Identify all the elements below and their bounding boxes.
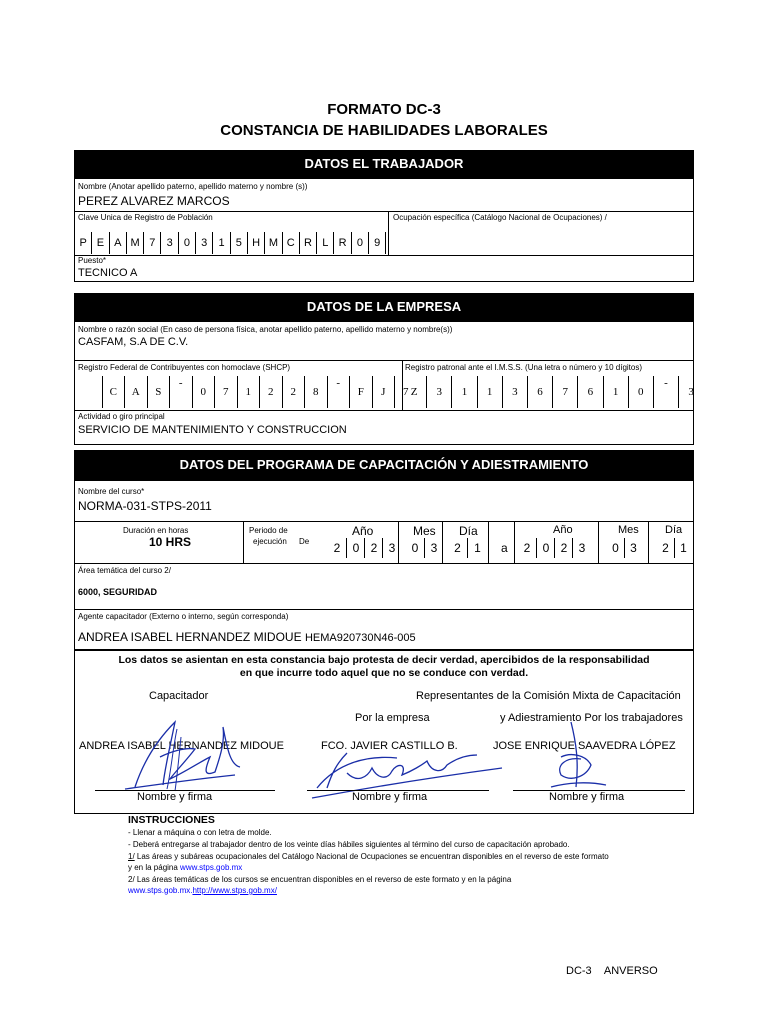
from-dia-digit: 1: [467, 538, 487, 558]
rfc-char-cell: 0: [192, 376, 215, 408]
rfc-char-cell: -: [327, 376, 350, 408]
imss-char-cell: -: [653, 376, 678, 408]
puesto-label: Puesto*: [78, 256, 107, 265]
to-dia-digit: 1: [674, 538, 692, 558]
agente-value: [78, 630, 416, 644]
from-mes-label: Mes: [413, 524, 436, 538]
instruccion-2: - Deberá entregarse al trabajador dentro de los veinte días hábiles siguientes al término del curso de capacitación aprobado.: [128, 840, 570, 849]
curp-cells: [75, 232, 386, 254]
to-anio-digit: 3: [572, 538, 591, 558]
curp-char-cell: C: [283, 232, 300, 254]
a-label: a: [501, 541, 508, 555]
curp-char-cell: 3: [196, 232, 213, 254]
nombre-value: PEREZ ALVAREZ MARCOS: [78, 194, 230, 208]
imss-char-cell: 0: [628, 376, 653, 408]
format-title: FORMATO DC-3: [327, 101, 441, 118]
curp-char-cell: A: [110, 232, 127, 254]
imss-field[interactable]: [402, 360, 693, 410]
instrucciones-section: [128, 814, 688, 896]
capacitador-signature: [115, 717, 245, 797]
trabajadores-nombre-firma: Nombre y firma: [549, 791, 625, 803]
imss-label: Registro patronal ante el I.M.S.S. (Una letra o número y 10 dígitos): [405, 363, 643, 372]
curp-field[interactable]: [75, 211, 389, 255]
from-dia-label: Día: [459, 524, 478, 538]
actividad-field[interactable]: [75, 410, 693, 444]
instruccion-3: [128, 851, 688, 862]
section-trabajador-header: DATOS EL TRABAJADOR: [74, 150, 694, 178]
periodo-label-2: ejecución: [253, 537, 287, 546]
nombre-label: Nombre (Anotar apellido paterno, apellido materno y nombre (s)): [78, 182, 308, 191]
imss-char-cell: 3: [426, 376, 451, 408]
rfc-char-cell: J: [372, 376, 395, 408]
empresa-section: [74, 321, 694, 445]
from-mes-digit: 0: [411, 541, 419, 555]
instruccion-4-text: Las áreas temáticas de los cursos se encuentran disponibles en el reverso de este formato y en la página: [134, 875, 512, 884]
instruccion-4b: [128, 885, 688, 896]
curp-char-cell: 9: [369, 232, 386, 254]
imss-char-cell: 3: [678, 376, 703, 408]
to-mes-digit: 3: [624, 538, 642, 558]
curp-label: Clave Unica de Registro de Población: [78, 213, 213, 222]
stps-link-3[interactable]: http://www.stps.gob.mx/: [192, 886, 277, 895]
protesta-text: [75, 654, 693, 680]
razon-label: Nombre o razón social (En caso de persona física, anotar apellido paterno, apellido materno y nombre(s)): [78, 325, 453, 334]
curp-char-cell: H: [248, 232, 265, 254]
date-separator: [442, 521, 443, 563]
rfc-char-cell: 8: [304, 376, 327, 408]
curp-char-cell: 0: [352, 232, 369, 254]
de-label: De: [299, 537, 310, 546]
curp-char-cell: E: [92, 232, 109, 254]
agente-label: Agente capacitador (Externo o interno, según corresponda): [78, 612, 289, 621]
footer-code: [566, 965, 658, 977]
to-anio-label: Año: [553, 524, 573, 536]
empresa-nombre-firma: Nombre y firma: [352, 791, 428, 803]
rfc-imss-row: [75, 360, 693, 411]
date-separator: [398, 521, 399, 563]
capacitador-nombre-firma: Nombre y firma: [137, 791, 213, 803]
curso-label: Nombre del curso*: [78, 487, 145, 496]
puesto-field[interactable]: [75, 255, 693, 281]
rfc-char-cell: S: [147, 376, 170, 408]
date-separator: [598, 521, 599, 563]
curp-char-cell: L: [317, 232, 334, 254]
curp-char-cell: P: [75, 232, 92, 254]
from-anio-digit: 2: [364, 538, 383, 558]
instruccion-4-num: 2/: [128, 875, 135, 884]
imss-char-cell: 6: [527, 376, 552, 408]
from-mes-digit: 3: [424, 538, 443, 558]
curp-row: [75, 211, 693, 256]
curp-char-cell: M: [127, 232, 144, 254]
curso-value: NORMA-031-STPS-2011: [78, 499, 212, 513]
imss-char-cell: 7: [552, 376, 577, 408]
periodo-label-1: Periodo de: [249, 526, 288, 535]
curp-char-cell: 3: [161, 232, 178, 254]
protesta-line-1: Los datos se asientan en esta constancia bajo protesta de decir verdad, apercibidos de la responsabilidad: [118, 654, 650, 666]
to-anio-digit: 2: [554, 538, 573, 558]
to-anio-digit: 2: [523, 541, 531, 555]
trabajadores-rep-label: y Adiestramiento Por los trabajadores: [500, 712, 683, 724]
duracion-label: Duración en horas: [123, 526, 189, 535]
instruccion-3b-text: y en la página: [128, 863, 181, 872]
curso-field[interactable]: [75, 481, 693, 522]
actividad-value: SERVICIO DE MANTENIMIENTO Y CONSTRUCCION: [78, 424, 347, 436]
to-anio-digit: 0: [536, 538, 555, 558]
from-anio-digit: 3: [382, 538, 401, 558]
section-programa-header: DATOS DEL PROGRAMA DE CAPACITACIÓN Y ADIESTRAMIENTO: [74, 450, 694, 480]
duracion-value: 10 HRS: [149, 535, 192, 549]
rfc-char-cell: 1: [237, 376, 260, 408]
curp-char-cell: R: [334, 232, 351, 254]
curp-char-cell: M: [265, 232, 282, 254]
ocupacion-label: Ocupación específica (Catálogo Nacional de Ocupaciones) /: [393, 213, 607, 222]
imss-char-cell: 6: [577, 376, 602, 408]
protesta-line-2: en que incurre todo aquel que no se conduce con verdad.: [239, 667, 529, 679]
agente-registro: HEMA920730N46-005: [304, 632, 416, 644]
rfc-char-cell: 7: [214, 376, 237, 408]
empresa-rep-label: Por la empresa: [355, 712, 430, 724]
curp-char-cell: 0: [179, 232, 196, 254]
empresa-rep-name: FCO. JAVIER CASTILLO B.: [321, 740, 458, 752]
nombre-field[interactable]: [75, 179, 693, 212]
razon-field[interactable]: [75, 322, 693, 361]
rfc-char-cell: [80, 376, 102, 408]
date-separator: [488, 521, 489, 563]
razon-value: CASFAM, S.A DE C.V.: [78, 336, 189, 348]
from-dia-digit: 2: [454, 541, 461, 555]
area-label: Área temática del curso 2/: [78, 566, 171, 575]
firmas-section: [74, 650, 694, 814]
actividad-label: Actividad o giro principal: [78, 412, 165, 421]
agente-field[interactable]: [75, 609, 693, 649]
curp-char-cell: 5: [231, 232, 248, 254]
rfc-char-cell: -: [169, 376, 192, 408]
from-anio-digit: 0: [346, 538, 365, 558]
trabajador-section: [74, 178, 694, 282]
curp-char-cell: 7: [144, 232, 161, 254]
duracion-field[interactable]: [75, 521, 244, 563]
from-anio-label: Año: [352, 524, 374, 538]
rfc-char-cell: C: [102, 376, 125, 408]
puesto-value: TECNICO A: [78, 267, 138, 279]
rfc-char-cell: 7: [394, 376, 417, 408]
document-title: CONSTANCIA DE HABILIDADES LABORALES: [220, 122, 548, 139]
date-separator: [514, 521, 515, 563]
imss-char-cell: 1: [603, 376, 628, 408]
rfc-field[interactable]: [75, 360, 409, 410]
area-field[interactable]: [75, 563, 693, 610]
imss-char-cell: Z: [410, 386, 418, 398]
to-dia-digit: 2: [662, 541, 669, 555]
rfc-char-cell: A: [124, 376, 147, 408]
instruccion-3-num: 1/: [128, 852, 135, 861]
to-dia-label: Día: [665, 524, 683, 536]
curp-char-cell: 1: [213, 232, 230, 254]
area-value: 6000, SEGURIDAD: [78, 587, 158, 597]
instrucciones-title: INSTRUCCIONES: [128, 814, 215, 826]
trabajadores-signature: [541, 717, 611, 797]
from-anio-digit: 2: [333, 541, 341, 555]
footer-anverso: ANVERSO: [603, 965, 658, 977]
duracion-periodo-row: [75, 521, 693, 564]
footer-dc3: DC-3: [566, 965, 592, 977]
imss-cells: [402, 376, 703, 408]
trabajadores-rep-name: JOSE ENRIQUE SAAVEDRA LÓPEZ: [493, 740, 676, 752]
comision-label: Representantes de la Comisión Mixta de Capacitación: [416, 690, 681, 702]
imss-char-cell: 3: [502, 376, 527, 408]
instruccion-3b: [128, 862, 688, 873]
imss-char-cell: 1: [477, 376, 502, 408]
programa-section: [74, 480, 694, 650]
stps-link-1[interactable]: www.stps.gob.mx: [180, 863, 243, 872]
instruccion-1: - Llenar a máquina o con letra de molde.: [128, 828, 272, 837]
capacitador-name: ANDREA ISABEL HERNANDEZ MIDOUE: [79, 740, 284, 752]
rfc-char-cell: 2: [259, 376, 282, 408]
date-separator: [648, 521, 649, 563]
rfc-label: Registro Federal de Contribuyentes con homoclave (SHCP): [78, 363, 291, 372]
agente-name: ANDREA ISABEL HERNANDEZ MIDOUE: [78, 630, 302, 644]
instruccion-4: [128, 874, 688, 885]
curp-char-cell: R: [300, 232, 317, 254]
instruccion-3-text: Las áreas y subáreas ocupacionales del Catálogo Nacional de Ocupaciones se encuentran disponibles en el reverso de este formato: [134, 852, 609, 861]
rfc-char-cell: F: [349, 376, 372, 408]
imss-char-cell: 1: [451, 376, 476, 408]
capacitador-label: Capacitador: [149, 690, 209, 702]
to-mes-digit: 0: [612, 541, 619, 555]
periodo-dates[interactable]: [320, 521, 693, 563]
section-empresa-header: DATOS DE LA EMPRESA: [74, 293, 694, 321]
stps-link-2[interactable]: www.stps.gob.mx.: [128, 886, 193, 895]
rfc-char-cell: 2: [282, 376, 305, 408]
to-mes-label: Mes: [618, 524, 639, 536]
rfc-cells: [80, 376, 417, 408]
